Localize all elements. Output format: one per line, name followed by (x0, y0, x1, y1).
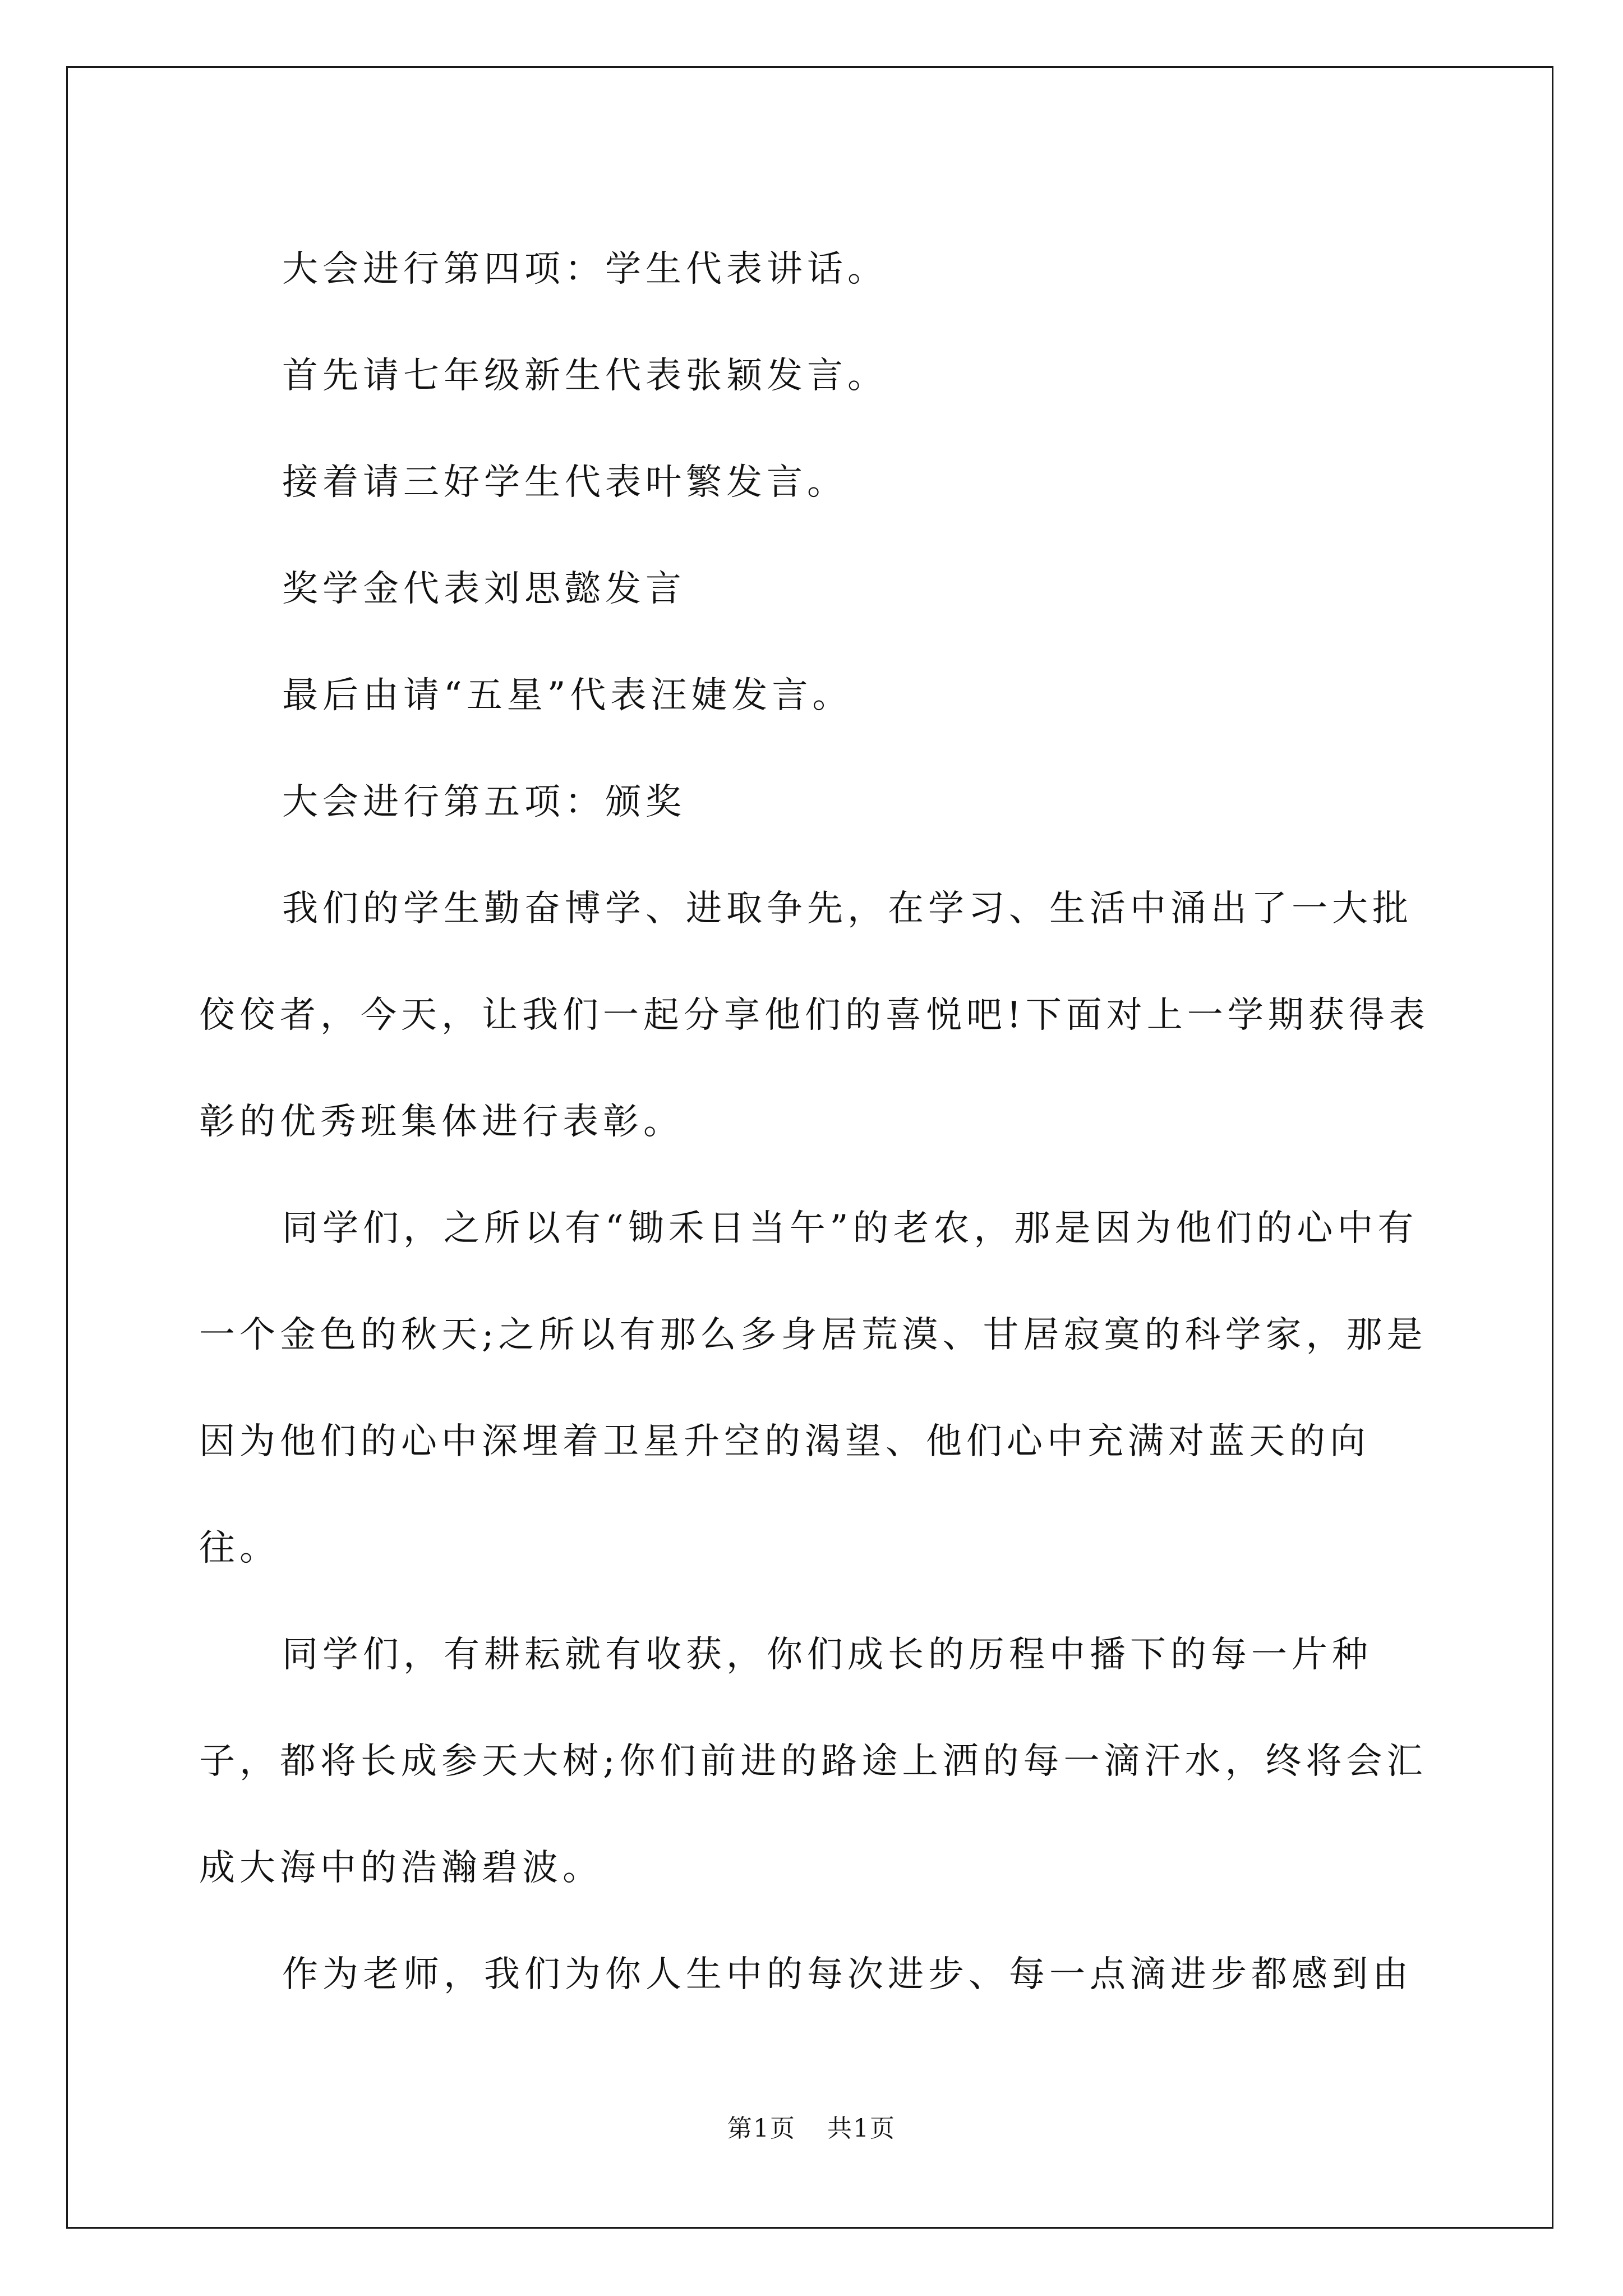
paragraph: 奖学金代表刘思懿发言 (282, 568, 686, 610)
paragraph: 首先请七年级新生代表张颖发言。 (282, 355, 888, 397)
paragraph: 我们的学生勤奋博学、进取争先，在学习、生活中涌出了一大批佼佼者，今天，让我们一起分享他们的喜悦吧!下面对上一学期获得表彰的优秀班集体进行表彰。 (199, 888, 1430, 1143)
page-number: 第1页 (727, 2114, 796, 2143)
paragraph: 大会进行第五项：颁奖 (282, 781, 686, 823)
page-total: 共1页 (827, 2114, 896, 2143)
paragraph: 最后由请“五星”代表汪婕发言。 (282, 675, 853, 716)
page-footer (0, 2108, 1623, 2144)
document-body (199, 216, 1441, 2028)
paragraph: 作为老师，我们为你人生中的每次进步、每一点滴进步都感到由 (282, 1954, 1413, 1995)
paragraph: 同学们，之所以有“锄禾日当午”的老农，那是因为他们的心中有一个金色的秋天;之所以有那么多身居荒漠、甘居寂寞的科学家，那是因为他们的心中深埋着卫星升空的渴望、他们心中充满对蓝天的向往。 (199, 1208, 1427, 1569)
paragraph: 同学们，有耕耘就有收获，你们成长的历程中播下的每一片种子，都将长成参天大树;你们前进的路途上洒的每一滴汗水，终将会汇成大海中的浩瀚碧波。 (199, 1634, 1427, 1889)
paragraph: 接着请三好学生代表叶繁发言。 (282, 462, 847, 503)
paragraph: 大会进行第四项：学生代表讲话。 (282, 249, 888, 290)
